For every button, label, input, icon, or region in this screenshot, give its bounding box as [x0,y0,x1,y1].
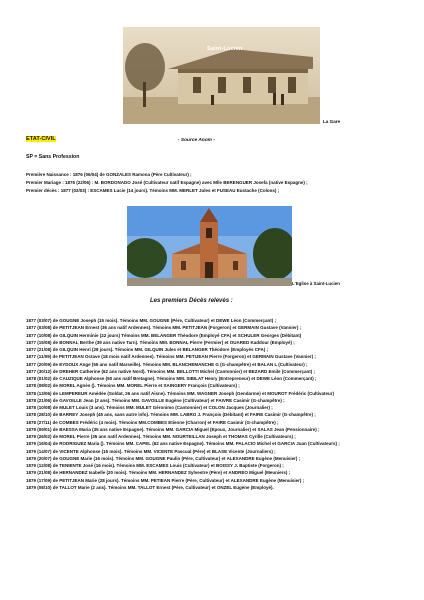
etat-civil-label: ETAT-CIVIL [26,136,56,142]
death-record: 1878 (10/08) de MULET Louis (3 ans). Témoins MM. MULET Géronimo (Cantonnier) et COLON Jacques (Journalier) ; [26,405,273,410]
death-record: 1878 (21/06) de GAVOILLE Jean (2 ans). Témoins MM. GAVOILLE Eugène (Cultivateur) et FAIVRE Casimir (G-champêtre) ; [26,397,285,403]
death-record: 1879 (08/10) de TALLOT Marie (2 ans). Témoins MM. TALLOT Ernest (Père, Cultivateur) et ONZEL Eugène (Employé). [26,484,274,490]
first-birth: Première Naissance : 1876 (06/04) de GONZALES Ramona (Père Cultivateur) ; [26,172,192,177]
death-record: 1877 (15/08) de BONNAL Berthe (39 ans native Tarn). Témoins MM. BONNAL Pierre (Fermier) et OUARED Kaddour (Employé) ; [26,339,295,345]
station-photo [123,27,320,124]
station-sign: Saint-Lucien [207,46,243,52]
death-record: 1877 (30/12) de DREHER Catherine (62 ans native Nord). Témoins MM. BELLOTTI Michel (Cantonnier) et BEZARD Emile (Commerçant) ; [26,368,316,374]
death-record: 1877 (10/08) de GILQUIN Herminie (22 jours) Témoins MM. BELANGER Théodore (Employé CFA) et SCHULER Georges (Débitant) [26,332,302,338]
death-record: 1878 (01/02) de CAUZIQUE Alphonse (50 ans natif Bretagne). Témoins MM. SIBILAT Henry (Entrepreneur) et DEWE Léon (Commerçant) ; [26,376,317,381]
death-record: 1878 (27/11) de COMBES Frédéric (4 mois). Témoins MM.COMBES Etienne (Charron) et FAIRE Casimir (G-champêtre) ; [26,419,279,425]
station-caption: La Gare [323,119,341,124]
death-record: 1878 (13/06) de LEMPEREUR Amédée (Soldat, 26 ans natif Aisne). Témoins MM. WAGNER Joseph (Gendarme) et MOUROT Frédéric (Cultivateur) [26,390,334,396]
deaths-title: Les premiers Décès relevés : [150,298,233,304]
death-record: 1879 (16/04) de RODRIGUEZ Maria (). Témoins MM. CAPEL (62 ans native Espagne). Témoins MM. PALACIO Michel et GARCIA Juan (Cultivateurs) ; [26,441,340,447]
death-record: 1877 (03/08) de PETITJEAN Ernest (36 ans natif Ardennes). Témoins MM. PETITJEAN (Forgeron) et GERMAIN Gustave (Vannier) ; [26,325,302,331]
church-photo [127,206,292,286]
death-record: 1877 (03/07) de GOUGNE Joseph (15 mois). Témoins MM. GOUGNE (Père, Cultivateur) et DEWE Léon (Commerçant) ; [26,318,277,323]
death-record: 1879 (14/07) de VICENTE Alphonse (15 mois). Témoins MM. VICENTE Pascual (Père) et BLASE Vicente (Journaliers) ; [26,448,276,454]
death-record: 1879 (26/02) de MOREL Pierre (35 ans natif Ardennes). Témoins MM. NOURTEILLAN Joseph et THOMAS Cyrille (Cultivateurs) ; [26,434,296,439]
death-record: 1879 (12/08) de TENIENTE José (16 mois). Témoins MM. ESCAMES Louis (Cultivateur) et BOISSY J. Baptiste (Forgeron) ; [26,463,284,468]
sp-note: SP = Sans Profession [26,154,80,160]
church-caption: L'Eglise à Saint-Lucien [292,281,340,286]
death-record: 1879 (09/01) de BAESSA Maria (35 ans native Espagne). Témoins MM. GARCIA Miguel (Epoux, Journalier) et SALAS Jean (Pensionnaire) ; [26,426,320,432]
death-record: 1879 (21/08) de HERNANDEZ Isabelle (20 mois). Témoins MM. HERNANDEZ Sylvestre (Père) et ANDREO Miguel (Meuniers) ; [26,470,291,476]
death-record: 1877 (21/08) de GILQUIN Henri (28 jours). Témoins MM. GILQUIN Jules et BELANGER Théodore (Employés CFA) ; [26,347,269,352]
death-record: 1878 (28/10) de BARREY Joseph (45 ans, sans autre info). Témoins MM. LABRO J. François (Débitant) et FAIRE Casimir (G-champêtre) ; [26,412,316,418]
death-record: 1877 (20/09) de EYDOUX Ange (55 ans natif Marseille). Témoins MM. BLANCHEMANCHE G (G-champêtre) et BALAN L (Cultivateur) ; [26,361,308,367]
death-record: 1877 (11/09) de PETITJEAN Octave (18 mois natif Ardennes). Témoins MM. PETIJEAN Pierre (Forgeron) et GERMAIN Gustave (Vannier) ; [26,354,316,360]
first-death: Premier décès : 1877 (02/03) : ESCAMES Lucie (14 jours). Témoins MM. MERLET Jules et FUSEAU Eustache (Colons) ; [26,188,280,193]
etat-civil-heading [26,137,56,143]
death-record: 1879 (20/07) de GOUGNE Marie (16 mois). Témoins MM. GOUGNE Paulin (Père, Cultivateur) et ALEXANDRE Eugène (Menuisier) ; [26,455,301,461]
first-marriage: Premier Mariage : 1876 (22/06) : M. BORDONADO José (Cultivateur natif Espagne) avec Mlle BERENGUER Josefa (native Espagne) ; [26,180,308,185]
death-list [26,317,406,491]
death-record: 1878 (08/02) de MOREL Agnès (). Témoins MM. MOREL Pierre et SAINGERY François (Cultivateurs) ; [26,383,240,389]
source-label: - Source Anom - [178,138,215,143]
death-record: 1879 (17/09) de PETITJEAN Marie (28 jours). Témoins MM. PETIEAN Pierre (Père, Cultivateur) et ALEXANDRE Eugène (Menuisier) ; [26,477,305,483]
